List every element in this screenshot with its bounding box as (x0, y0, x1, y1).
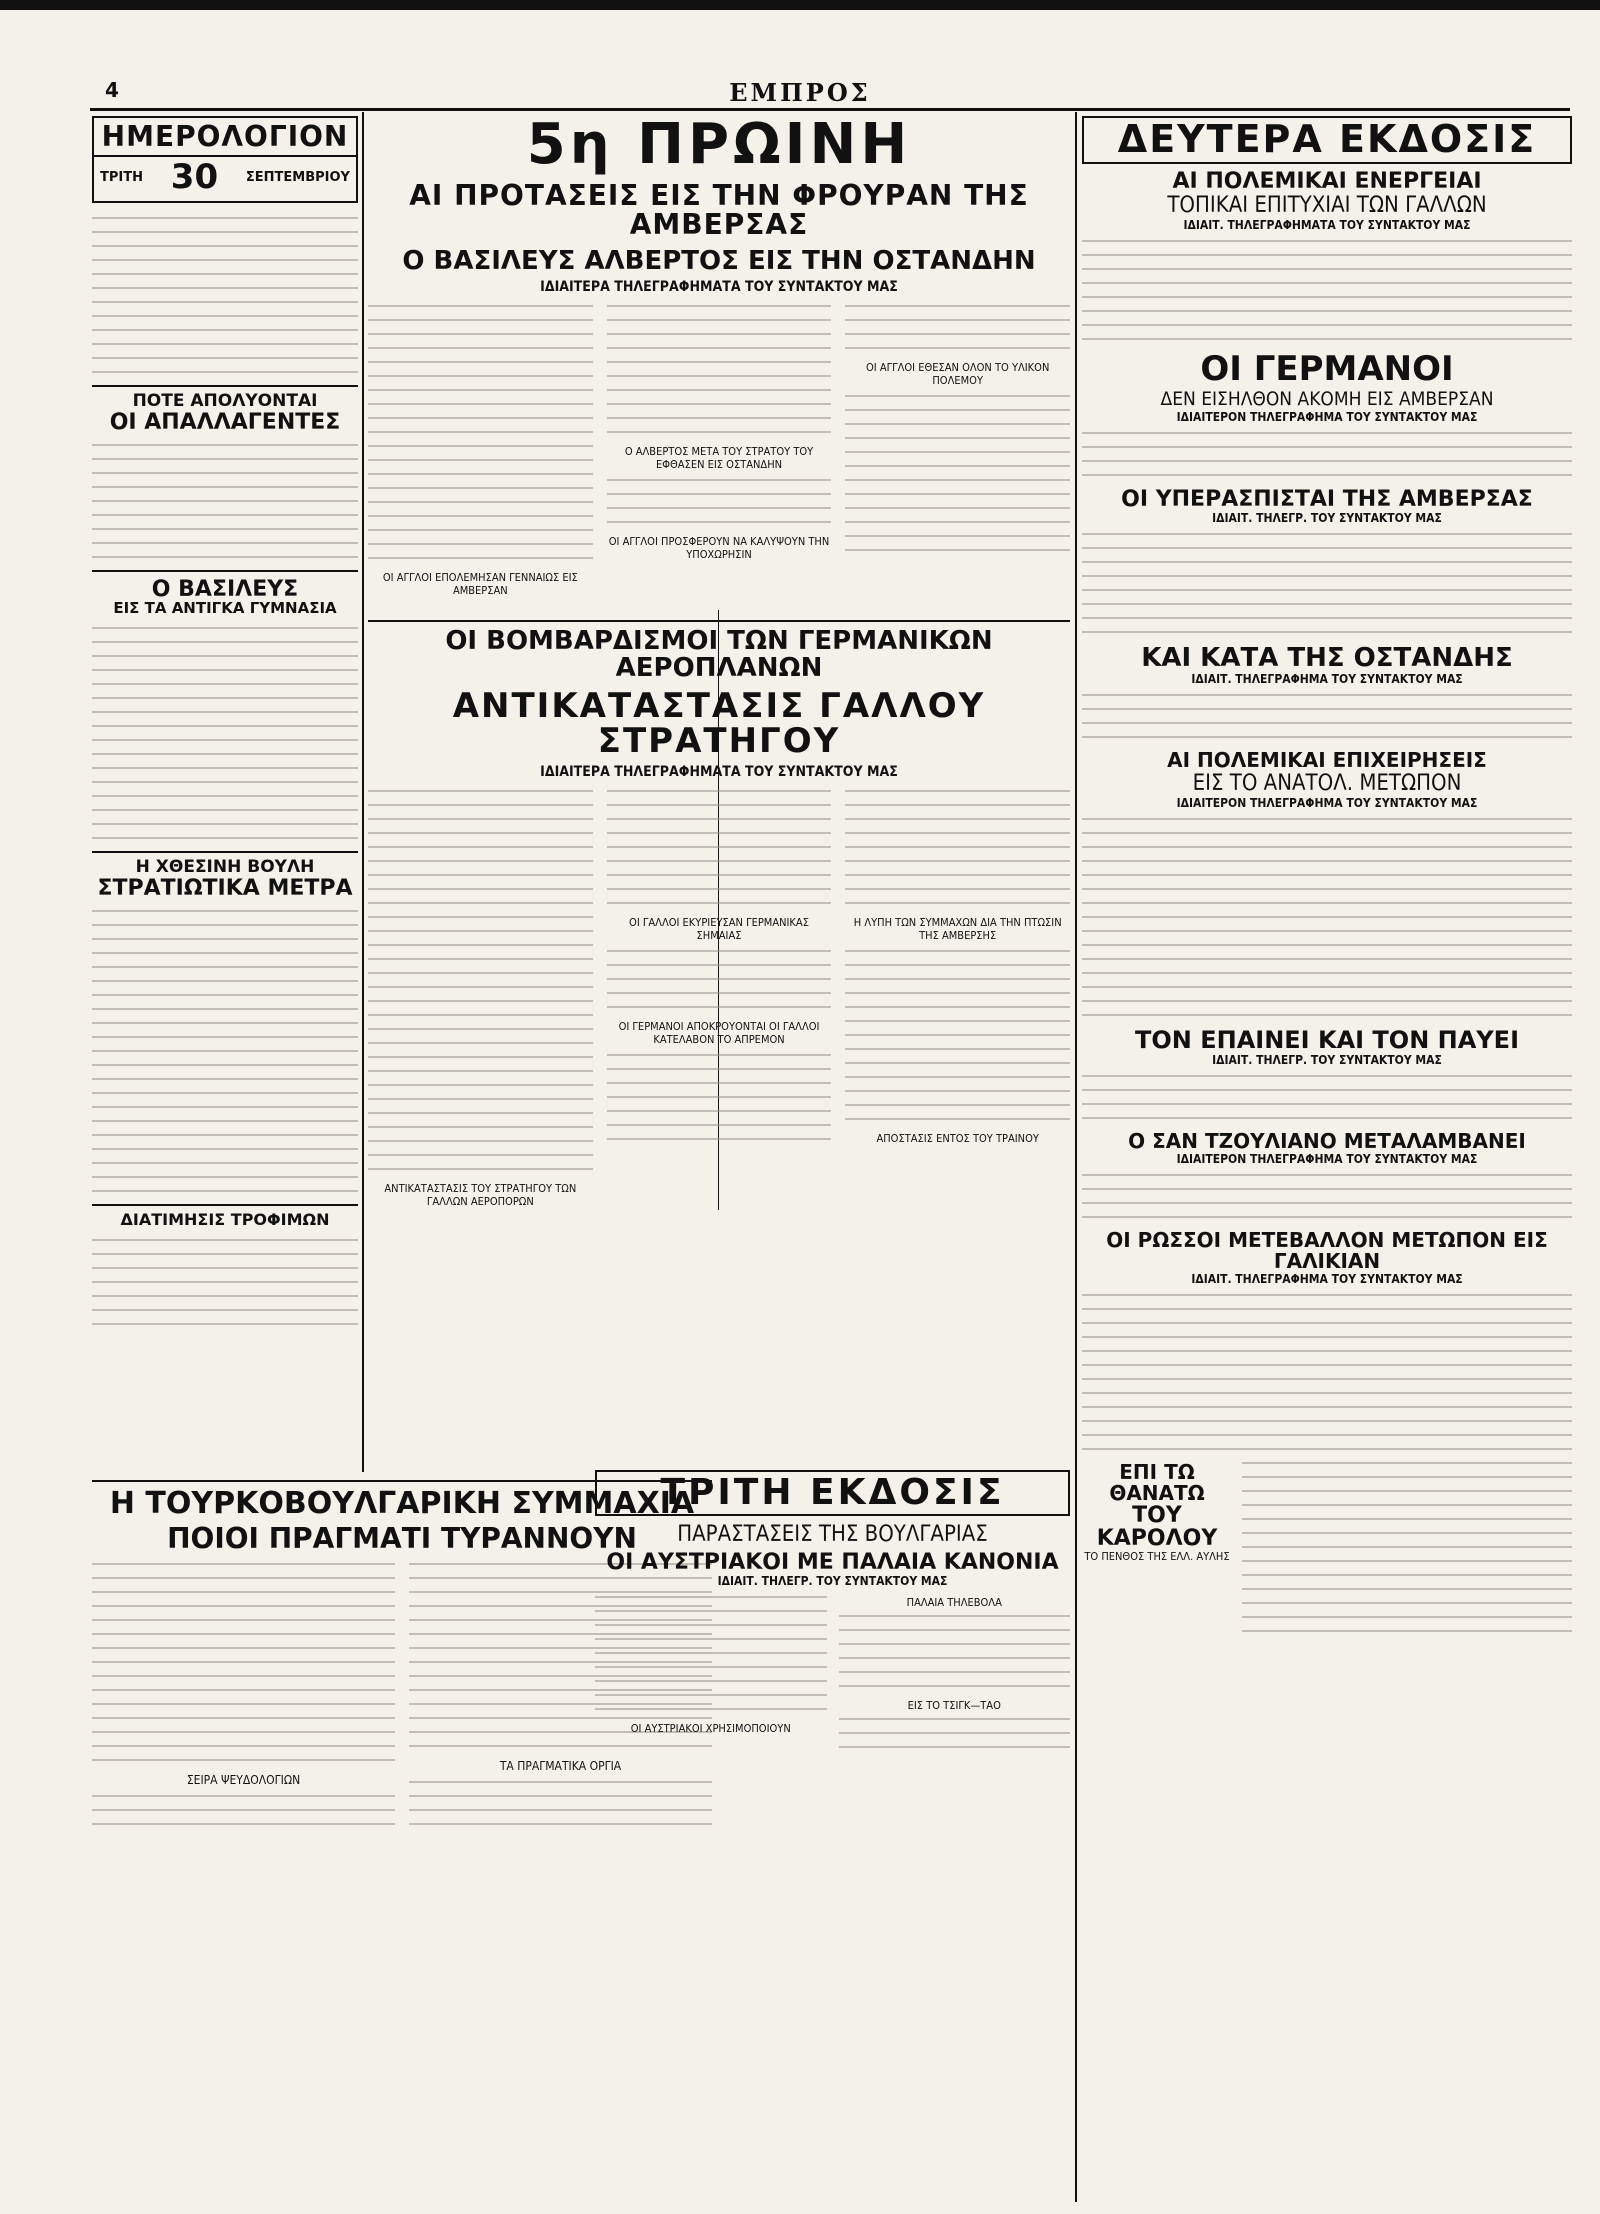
page-number: 4 (105, 78, 119, 102)
article-body (607, 790, 832, 904)
sub-headline: ΙΔΙΑΙΤ. ΤΗΛΕΓΡ. ΤΟΥ ΣΥΝΤΑΚΤΟΥ ΜΑΣ (1212, 510, 1442, 525)
article-columns (368, 305, 1070, 597)
headline: Ο ΒΑΣΙΛΕΥΣ (92, 570, 358, 601)
article-body (845, 950, 1070, 1120)
article-body (1082, 432, 1572, 476)
sub-headline: ΙΔΙΑΙΤΕΡΑ ΤΗΛΕΓΡΑΦΗΜΑΤΑ ΤΟΥ ΣΥΝΤΑΚΤΟΥ ΜΑΣ (540, 763, 898, 780)
headline: ΑΝΤΙΚΑΤΑΣΤΑΣΙΣ ΓΑΛΛΟΥ ΣΤΡΑΤΗΓΟΥ (452, 685, 986, 762)
article-body (607, 305, 832, 433)
article-body (92, 1563, 395, 1761)
article-body (92, 910, 358, 1192)
edition-title: ΔΕΥΤΕΡΑ ΕΚΔΟΣΙΣ (1117, 117, 1537, 161)
article-body (368, 305, 593, 559)
headline: Η ΧΘΕΣΙΝΗ ΒΟΥΛΗ (92, 851, 358, 877)
calendar-title: ΗΜΕΡΟΛΟΓΙΟΝ (101, 120, 349, 153)
top-border (0, 0, 1600, 10)
section-rule (368, 620, 1070, 622)
article-body (607, 479, 832, 523)
section-title: ΕΙΣ ΤΟ ΤΣΙΓΚ—ΤΑΟ (907, 1698, 1001, 1712)
section-title: ΠΑΛΑΙΑ ΤΗΛΕΒΟΛΑ (906, 1595, 1002, 1609)
article-body (607, 950, 832, 1008)
article-body (845, 305, 1070, 349)
headline: ΑΙ ΠΡΟΤΑΣΕΙΣ ΕΙΣ ΤΗΝ ΦΡΟΥΡΑΝ ΤΗΣ ΑΜΒΕΡΣΑΣ (409, 178, 1029, 242)
section-title: ΟΙ ΑΓΓΛΟΙ ΕΠΟΛΕΜΗΣΑΝ ΓΕΝΝΑΙΩΣ ΕΙΣ ΑΜΒΕΡΣΑΝ (382, 570, 578, 597)
section-title: Ο ΑΛΒΕΡΤΟΣ ΜΕΤΑ ΤΟΥ ΣΤΡΑΤΟΥ ΤΟΥ ΕΦΘΑΣΕΝ ΕΙΣ ΟΣΤΑΝΔΗΝ (624, 444, 814, 471)
headline: Η ΤΟΥΡΚΟΒΟΥΛΓΑΡΙΚΗ ΣΥΜΜΑΧΙΑ (109, 1486, 695, 1521)
headline: ΔΙΑΤΙΜΗΣΙΣ ΤΡΟΦΙΜΩΝ (92, 1204, 358, 1229)
paper-name: ΕΜΠΡΟΣ (729, 78, 871, 107)
article-column (607, 305, 832, 597)
headline: ΟΙ ΓΕΡΜΑΝΟΙ (1200, 348, 1454, 389)
edition-box (595, 1470, 1070, 1516)
sub-headline: ΙΔΙΑΙΤΕΡΑ ΤΗΛΕΓΡΑΦΗΜΑΤΑ ΤΟΥ ΣΥΝΤΑΚΤΟΥ ΜΑΣ (540, 278, 898, 295)
article-body (92, 1239, 358, 1325)
edition-title: ΤΡΙΤΗ ΕΚΔΟΣΙΣ (660, 1472, 1005, 1513)
article-column (839, 1596, 1071, 1760)
headline: ΟΙ ΒΟΜΒΑΡΔΙΣΜΟΙ ΤΩΝ ΓΕΡΜΑΝΙΚΩΝ ΑΕΡΟΠΛΑΝΩΝ (445, 626, 993, 684)
third-edition-content (595, 1470, 1070, 2210)
article-column (845, 790, 1070, 1208)
headline: Ο ΒΑΣΙΛΕΥΣ ΑΛΒΕΡΤΟΣ ΕΙΣ ΤΗΝ ΟΣΤΑΝΔΗΝ (402, 245, 1036, 276)
headline: ΑΙ ΠΟΛΕΜΙΚΑΙ ΕΝΕΡΓΕΙΑΙ (1172, 168, 1482, 194)
calendar-box (92, 116, 358, 203)
sub-headline: ΙΔΙΑΙΤ. ΤΗΛΕΓΡ. ΤΟΥ ΣΥΝΤΑΚΤΟΥ ΜΑΣ (1212, 1053, 1442, 1068)
calendar-day: 30 (170, 157, 219, 198)
headline: ΚΑΙ ΚΑΤΑ ΤΗΣ ΟΣΤΑΝΔΗΣ (1141, 642, 1513, 673)
article-column (607, 790, 832, 1208)
article-body (92, 627, 358, 839)
article-body (1082, 1075, 1572, 1119)
sub-headline: ΤΟ ΠΕΝΘΟΣ ΤΗΣ ΕΛΛ. ΑΥΛΗΣ (1084, 1550, 1230, 1564)
article-columns (595, 1596, 1070, 1760)
section-title: ΟΙ ΓΑΛΛΟΙ ΕΚΥΡΙΕΥΣΑΝ ΓΕΡΜΑΝΙΚΑΣ ΣΗΜΑΙΑΣ (629, 915, 809, 942)
section-title: ΟΙ ΑΓΓΛΟΙ ΠΡΟΣΦΕΡΟΥΝ ΝΑ ΚΑΛΥΨΟΥΝ ΤΗΝ ΥΠΟΧΩΡΗΣΙΝ (608, 534, 830, 561)
headline: ΤΟΥ ΚΑΡΟΛΟΥ (1096, 1503, 1218, 1552)
sub-headline: ΙΔΙΑΙΤΕΡΟΝ ΤΗΛΕΓΡΑΦΗΜΑ ΤΟΥ ΣΥΝΤΑΚΤΟΥ ΜΑΣ (1176, 409, 1478, 424)
article-body (607, 1054, 832, 1140)
article-column (1242, 1462, 1572, 1644)
article-body (92, 1795, 395, 1825)
headline: ΕΙΣ ΤΟ ΑΝΑΤΟΛ. ΜΕΤΩΠΟΝ (1192, 771, 1462, 797)
article-body (1082, 694, 1572, 738)
headline: ΣΤΡΑΤΙΩΤΙΚΑ ΜΕΤΡΑ (97, 876, 353, 902)
headline: ΟΙ ΑΠΑΛΛΑΓΕΝΤΕΣ (109, 410, 341, 436)
article-column (845, 305, 1070, 597)
headline: ΑΙ ΠΟΛΕΜΙΚΑΙ ΕΠΙΧΕΙΡΗΣΕΙΣ (1167, 748, 1487, 773)
article-body (1242, 1462, 1572, 1632)
article-body (845, 790, 1070, 904)
article-body (1082, 533, 1572, 633)
article-body (845, 395, 1070, 551)
column-center (368, 620, 1070, 1390)
headline: ΔΕΝ ΕΙΣΗΛΘΟΝ ΑΚΟΜΗ ΕΙΣ ΑΜΒΕΡΣΑΝ (1160, 387, 1494, 410)
edition-title: 5η ΠΡΩΙΝΗ (526, 116, 912, 177)
obituary-block (1082, 1462, 1572, 1644)
calendar-weekday: ΤΡΙΤΗ (100, 169, 143, 185)
column-rule (1075, 112, 1077, 2202)
article-body (1082, 818, 1572, 1016)
headline: ΕΙΣ ΤΑ ΑΝΤΙΓΚΑ ΓΥΜΝΑΣΙΑ (113, 599, 337, 618)
section-title: Η ΛΥΠΗ ΤΩΝ ΣΥΜΜΑΧΩΝ ΔΙΑ ΤΗΝ ΠΤΩΣΙΝ ΤΗΣ ΑΜΒΕΡΣΗΣ (853, 915, 1062, 942)
section-title: ΑΝΤΙΚΑΤΑΣΤΑΣΙΣ ΤΟΥ ΣΤΡΑΤΗΓΟΥ ΤΩΝ ΓΑΛΛΩΝ ΑΕΡΟΠΟΡΩΝ (384, 1181, 577, 1208)
sub-headline: ΙΔΙΑΙΤ. ΤΗΛΕΓΡ. ΤΟΥ ΣΥΝΤΑΚΤΟΥ ΜΑΣ (717, 1573, 948, 1588)
headline: ΠΑΡΑΣΤΑΣΕΙΣ ΤΗΣ ΒΟΥΛΓΑΡΙΑΣ (677, 1521, 988, 1547)
article-column (368, 790, 593, 1208)
obituary-heading (1082, 1462, 1232, 1644)
column-rule (362, 112, 364, 1472)
article-body (839, 1615, 1071, 1687)
masthead-rule (90, 108, 1570, 111)
section-title: ΟΙ ΑΓΓΛΟΙ ΕΘΕΣΑΝ ΟΛΟΝ ΤΟ ΥΛΙΚΟΝ ΠΟΛΕΜΟΥ (865, 360, 1050, 387)
article-body (1082, 240, 1572, 340)
column-left (92, 116, 358, 1466)
sub-headline: ΙΔΙΑΙΤ. ΤΗΛΕΓΡΑΦΗΜΑΤΑ ΤΟΥ ΣΥΝΤΑΚΤΟΥ ΜΑΣ (1183, 217, 1471, 232)
column-morning-edition (368, 116, 1070, 616)
headline: ΟΙ ΥΠΕΡΑΣΠΙΣΤΑΙ ΤΗΣ ΑΜΒΕΡΣΑΣ (1121, 486, 1533, 512)
section-title: ΟΙ ΑΥΣΤΡΙΑΚΟΙ ΧΡΗΣΙΜΟΠΟΙΟΥΝ (630, 1721, 791, 1735)
sub-headline: ΙΔΙΑΙΤΕΡΟΝ ΤΗΛΕΓΡΑΦΗΜΑ ΤΟΥ ΣΥΝΤΑΚΤΟΥ ΜΑΣ (1176, 796, 1478, 811)
section-title: ΤΑ ΠΡΑΓΜΑΤΙΚΑ ΟΡΓΙΑ (499, 1758, 622, 1773)
article-column (595, 1596, 827, 1760)
edition-box (1082, 116, 1572, 164)
headline: ΕΠΙ ΤΩ ΘΑΝΑΤΩ (1109, 1460, 1205, 1506)
headline: ΠΟΤΕ ΑΠΟΛΥΟΝΤΑΙ (92, 385, 358, 411)
section-title: ΑΠΟΣΤΑΣΙΣ ΕΝΤΟΣ ΤΟΥ ΤΡΑΙΝΟΥ (876, 1131, 1039, 1145)
article-body (92, 217, 358, 373)
headline: ΟΙ ΑΥΣΤΡΙΑΚΟΙ ΜΕ ΠΑΛΑΙΑ ΚΑΝΟΝΙΑ (606, 1549, 1059, 1575)
sub-headline: ΙΔΙΑΙΤ. ΤΗΛΕΓΡΑΦΗΜΑ ΤΟΥ ΣΥΝΤΑΚΤΟΥ ΜΑΣ (1191, 672, 1463, 687)
article-body (1082, 1174, 1572, 1218)
headline: ΠΟΙΟΙ ΠΡΑΓΜΑΤΙ ΤΥΡΑΝΝΟΥΝ (167, 1521, 637, 1555)
headline: ΟΙ ΡΩΣΣΟΙ ΜΕΤΕΒΑΛΛΟΝ ΜΕΤΩΠΟΝ ΕΙΣ ΓΑΛΙΚΙΑΝ (1106, 1228, 1548, 1274)
section-title: ΟΙ ΓΕΡΜΑΝΟΙ ΑΠΟΚΡΟΥΟΝΤΑΙ ΟΙ ΓΑΛΛΟΙ ΚΑΤΕΛΑΒΟΝ ΤΟ ΑΠΡΕΜΟΝ (618, 1019, 820, 1046)
section-title: ΣΕΙΡΑ ΨΕΥΔΟΛΟΓΙΩΝ (186, 1772, 301, 1787)
headline: Ο ΣΑΝ ΤΖΟΥΛΙΑΝΟ ΜΕΤΑΛΑΜΒΑΝΕΙ (1128, 1129, 1526, 1154)
calendar-month: ΣΕΠΤΕΜΒΡΙΟΥ (245, 169, 350, 185)
article-body (368, 790, 593, 1170)
sub-headline: ΙΔΙΑΙΤ. ΤΗΛΕΓΡΑΦΗΜΑ ΤΟΥ ΣΥΝΤΑΚΤΟΥ ΜΑΣ (1191, 1272, 1463, 1287)
headline: ΤΟΠΙΚΑΙ ΕΠΙΤΥΧΙΑΙ ΤΩΝ ΓΑΛΛΩΝ (1167, 192, 1487, 218)
calendar-date (94, 155, 356, 197)
article-body (839, 1718, 1071, 1748)
article-column (92, 1563, 395, 1837)
headline: ΤΟΝ ΕΠΑΙΝΕΙ ΚΑΙ ΤΟΝ ΠΑΥΕΙ (1135, 1026, 1519, 1055)
article-body (1082, 1294, 1572, 1450)
article-columns (368, 790, 1070, 1208)
column-right (1082, 116, 1572, 2206)
article-column (368, 305, 593, 597)
article-body (595, 1596, 827, 1710)
article-body (92, 444, 358, 558)
sub-headline: ΙΔΙΑΙΤΕΡΟΝ ΤΗΛΕΓΡΑΦΗΜΑ ΤΟΥ ΣΥΝΤΑΚΤΟΥ ΜΑΣ (1176, 1152, 1478, 1167)
